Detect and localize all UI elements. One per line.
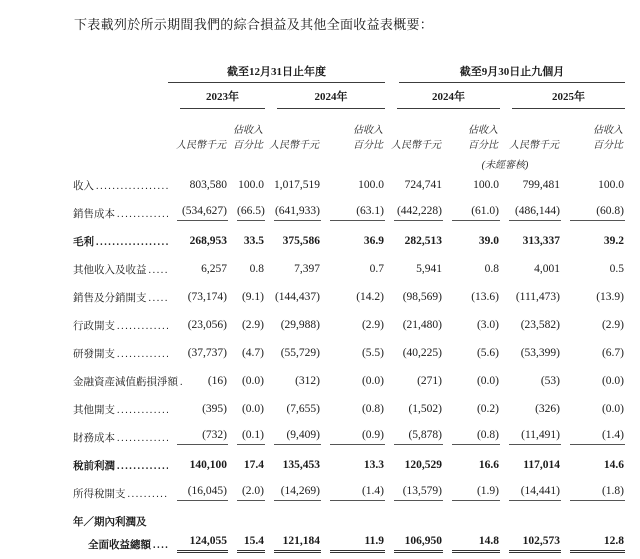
cell-value: (486,144) xyxy=(500,199,561,227)
leader-dots xyxy=(151,540,168,551)
cell-value: (0.0) xyxy=(241,375,264,387)
cell-value: (641,933) xyxy=(265,199,321,227)
cell-value: (2.0) xyxy=(228,479,265,507)
row-label xyxy=(73,339,168,367)
cell-value: 6,257 xyxy=(201,263,227,275)
cell-value: 39.0 xyxy=(478,235,499,247)
cell-value: (66.5) xyxy=(228,199,265,227)
cell-value: (13.6) xyxy=(471,291,499,303)
cell-value: 799,481 xyxy=(522,179,560,191)
cell-value: 4,001 xyxy=(534,263,560,275)
cell-value: (3.0) xyxy=(476,319,499,331)
cell-value: 120,529 xyxy=(404,459,442,471)
cell-value: 0.7 xyxy=(369,263,384,275)
row-label xyxy=(73,451,168,479)
cell-value: (55,729) xyxy=(280,347,320,359)
cell-value: (442,228) xyxy=(385,199,443,227)
cell-value: 106,950 xyxy=(385,530,443,558)
row-label-text: 銷售成本 xyxy=(73,208,115,220)
cell-value: (0.8) xyxy=(443,423,500,451)
cell-value: (14,441) xyxy=(500,479,561,507)
row-label xyxy=(73,479,168,507)
spacer-cell xyxy=(73,83,168,109)
row-label-text: 其他開支 xyxy=(73,404,115,416)
amount-unit-header: 人民幣千元 xyxy=(269,139,319,151)
leader-dots xyxy=(94,181,168,192)
cell-value: 100.0 xyxy=(598,179,624,191)
row-label xyxy=(73,311,168,339)
row-label xyxy=(73,199,168,227)
row-label xyxy=(73,227,168,255)
cell-value: (0.0) xyxy=(241,403,264,415)
row-label xyxy=(73,283,168,311)
cell-value: 117,014 xyxy=(523,459,560,471)
row-label-text: 全面收益總額 xyxy=(88,539,151,551)
cell-value: 16.6 xyxy=(478,459,499,471)
cell-value: (21,480) xyxy=(402,319,442,331)
cell-value: (14.2) xyxy=(356,291,384,303)
cell-value: (0.1) xyxy=(228,423,265,451)
unaudited-note: (未經審核) xyxy=(481,160,529,171)
table-row-prelabel xyxy=(73,507,625,530)
cell-value: (7,655) xyxy=(286,403,320,415)
cell-value: (0.0) xyxy=(476,375,499,387)
cell-value: 282,513 xyxy=(404,235,442,247)
period-group-row xyxy=(73,58,625,83)
cell-value: 0.8 xyxy=(249,263,264,275)
income-statement-table xyxy=(73,58,625,558)
leader-dots xyxy=(147,265,169,276)
year-header-2024: 2024年 xyxy=(265,83,385,109)
page-title: 下表載列於所示期間我們的綜合損益及其他全面收益表概要： xyxy=(74,17,434,32)
leader-dots xyxy=(94,237,168,248)
cell-value: (60.8) xyxy=(561,199,625,227)
leader-dots xyxy=(126,489,169,500)
cell-value: 12.8 xyxy=(561,530,625,558)
row-label-text: 金融資產減值虧損淨額 xyxy=(73,376,178,388)
cell-value: (0.8) xyxy=(361,403,384,415)
cell-value: (534,627) xyxy=(168,199,228,227)
period-group-nine-month-label: 截至9月30日止九個月 xyxy=(399,63,625,83)
cell-value: 11.9 xyxy=(321,530,385,558)
cell-value: (0.2) xyxy=(476,403,499,415)
cell-value: 17.4 xyxy=(243,459,264,471)
cell-value: (111,473) xyxy=(515,291,560,303)
cell-value: 33.5 xyxy=(243,235,264,247)
cell-value: (9.1) xyxy=(241,291,264,303)
cell-value: (14,269) xyxy=(265,479,321,507)
cell-value: 803,580 xyxy=(189,179,227,191)
row-label-text: 行政開支 xyxy=(73,320,115,332)
cell-value: (5.6) xyxy=(476,347,499,359)
cell-value: 15.4 xyxy=(228,530,265,558)
amount-unit-header: 人民幣千元 xyxy=(176,139,226,151)
table-row xyxy=(73,283,625,311)
cell-value: (0.9) xyxy=(321,423,385,451)
cell-value: (1.9) xyxy=(443,479,500,507)
cell-value: (5,878) xyxy=(385,423,443,451)
cell-value: 375,586 xyxy=(282,235,320,247)
table-row xyxy=(73,451,625,479)
cell-value: 135,453 xyxy=(282,459,320,471)
spacer-cell xyxy=(73,153,385,171)
cell-value: (98,569) xyxy=(402,291,442,303)
cell-value: 36.9 xyxy=(363,235,384,247)
amount-unit-header: 人民幣千元 xyxy=(509,139,559,151)
cell-value: 121,184 xyxy=(265,530,321,558)
period-group-nine-month xyxy=(385,58,625,83)
leader-dots xyxy=(115,461,168,472)
table-row xyxy=(73,423,625,451)
cell-value: 14.6 xyxy=(603,459,624,471)
cell-value: 100.0 xyxy=(473,179,499,191)
cell-value: 39.2 xyxy=(603,235,624,247)
row-label xyxy=(73,395,168,423)
cell-value: 100.0 xyxy=(238,179,264,191)
table-row xyxy=(73,227,625,255)
period-group-annual xyxy=(168,58,385,83)
amount-unit-header: 人民幣千元 xyxy=(391,139,441,151)
cell-value: 724,741 xyxy=(404,179,442,191)
table-row xyxy=(73,171,625,199)
cell-value: 0.8 xyxy=(484,263,499,275)
unit-header-row xyxy=(73,109,625,153)
row-label-text: 銷售及分銷開支 xyxy=(73,292,147,304)
row-label-text: 毛利 xyxy=(73,236,94,248)
cell-value: (5.5) xyxy=(361,347,384,359)
leader-dots xyxy=(115,209,168,220)
cell-value: (326) xyxy=(535,403,560,415)
row-label-text: 財務成本 xyxy=(73,432,115,444)
cell-value: (29,988) xyxy=(280,319,320,331)
pct-unit-header: 佔收入 百分比 xyxy=(593,125,623,151)
cell-value: (271) xyxy=(417,375,442,387)
cell-value: 14.8 xyxy=(443,530,500,558)
cell-value: 0.5 xyxy=(609,263,624,275)
cell-value: 5,941 xyxy=(416,263,442,275)
cell-value: (144,437) xyxy=(274,291,320,303)
cell-value: (1,502) xyxy=(408,403,442,415)
cell-value: (13.9) xyxy=(596,291,624,303)
cell-value: (63.1) xyxy=(321,199,385,227)
table-row xyxy=(73,479,625,507)
cell-value: 100.0 xyxy=(358,179,384,191)
row-label xyxy=(73,423,168,451)
cell-value: (0.0) xyxy=(601,375,624,387)
cell-value: (2.9) xyxy=(241,319,264,331)
table-row xyxy=(73,530,625,558)
cell-value: (53) xyxy=(540,375,560,387)
cell-value: (13,579) xyxy=(385,479,443,507)
cell-value: 140,100 xyxy=(189,459,227,471)
cell-value: 124,055 xyxy=(168,530,228,558)
table-row xyxy=(73,255,625,283)
spacer-cell xyxy=(73,58,168,83)
cell-value: 268,953 xyxy=(189,235,227,247)
cell-value: (2.9) xyxy=(361,319,384,331)
cell-value: (1.8) xyxy=(561,479,625,507)
cell-value: (23,056) xyxy=(187,319,227,331)
cell-value: (11,491) xyxy=(500,423,561,451)
cell-value: (23,582) xyxy=(520,319,560,331)
cell-value: (16,045) xyxy=(168,479,228,507)
table-row xyxy=(73,367,625,395)
pct-unit-header: 佔收入 百分比 xyxy=(353,125,383,151)
cell-value: (1.4) xyxy=(321,479,385,507)
cell-value: (9,409) xyxy=(265,423,321,451)
table-row xyxy=(73,199,625,227)
row-label-text: 其他收入及收益 xyxy=(73,264,147,276)
row-label-text: 稅前利潤 xyxy=(73,460,115,472)
cell-value: (0.0) xyxy=(601,403,624,415)
cell-value: (4.7) xyxy=(241,347,264,359)
table-row xyxy=(73,311,625,339)
row-label: 年／期內利潤及 xyxy=(73,517,147,528)
cell-value: (16) xyxy=(207,375,227,387)
cell-value: 313,337 xyxy=(522,235,560,247)
row-label-text: 所得稅開支 xyxy=(73,488,126,500)
cell-value: (732) xyxy=(168,423,228,451)
cell-value: 7,397 xyxy=(294,263,320,275)
cell-value: (0.0) xyxy=(361,375,384,387)
row-label xyxy=(73,530,168,558)
table-row xyxy=(73,395,625,423)
table-body xyxy=(73,171,625,558)
row-label xyxy=(73,367,178,395)
cell-value: (395) xyxy=(202,403,227,415)
leader-dots xyxy=(115,321,168,332)
leader-dots xyxy=(115,349,168,360)
row-label-text: 研發開支 xyxy=(73,348,115,360)
cell-value: 1,017,519 xyxy=(274,179,320,191)
cell-value: (6.7) xyxy=(601,347,624,359)
cell-value: (37,737) xyxy=(187,347,227,359)
cell-value: (312) xyxy=(295,375,320,387)
pct-unit-header: 佔收入 百分比 xyxy=(468,125,498,151)
cell-value: (73,174) xyxy=(187,291,227,303)
cell-value: (40,225) xyxy=(402,347,442,359)
cell-value: (53,399) xyxy=(520,347,560,359)
year-header-9m-2025: 2025年 xyxy=(500,83,625,109)
row-label xyxy=(73,255,168,283)
leader-dots xyxy=(147,293,169,304)
cell-value: (1.4) xyxy=(561,423,625,451)
row-label xyxy=(73,171,168,199)
unaudited-note-row xyxy=(73,153,625,171)
year-header-2023: 2023年 xyxy=(168,83,265,109)
cell-value: (2.9) xyxy=(601,319,624,331)
table-row xyxy=(73,339,625,367)
cell-value: (61.0) xyxy=(443,199,500,227)
cell-value: 13.3 xyxy=(363,459,384,471)
period-group-annual-label: 截至12月31日止年度 xyxy=(168,63,385,83)
leader-dots xyxy=(115,405,168,416)
spacer-cell xyxy=(73,109,168,153)
row-label-text: 收入 xyxy=(73,180,94,192)
cell-value: 102,573 xyxy=(500,530,561,558)
leader-dots xyxy=(178,377,182,388)
pct-unit-header: 佔收入 百分比 xyxy=(233,125,263,151)
year-header-row xyxy=(73,83,625,109)
leader-dots xyxy=(115,433,168,444)
year-header-9m-2024: 2024年 xyxy=(385,83,500,109)
